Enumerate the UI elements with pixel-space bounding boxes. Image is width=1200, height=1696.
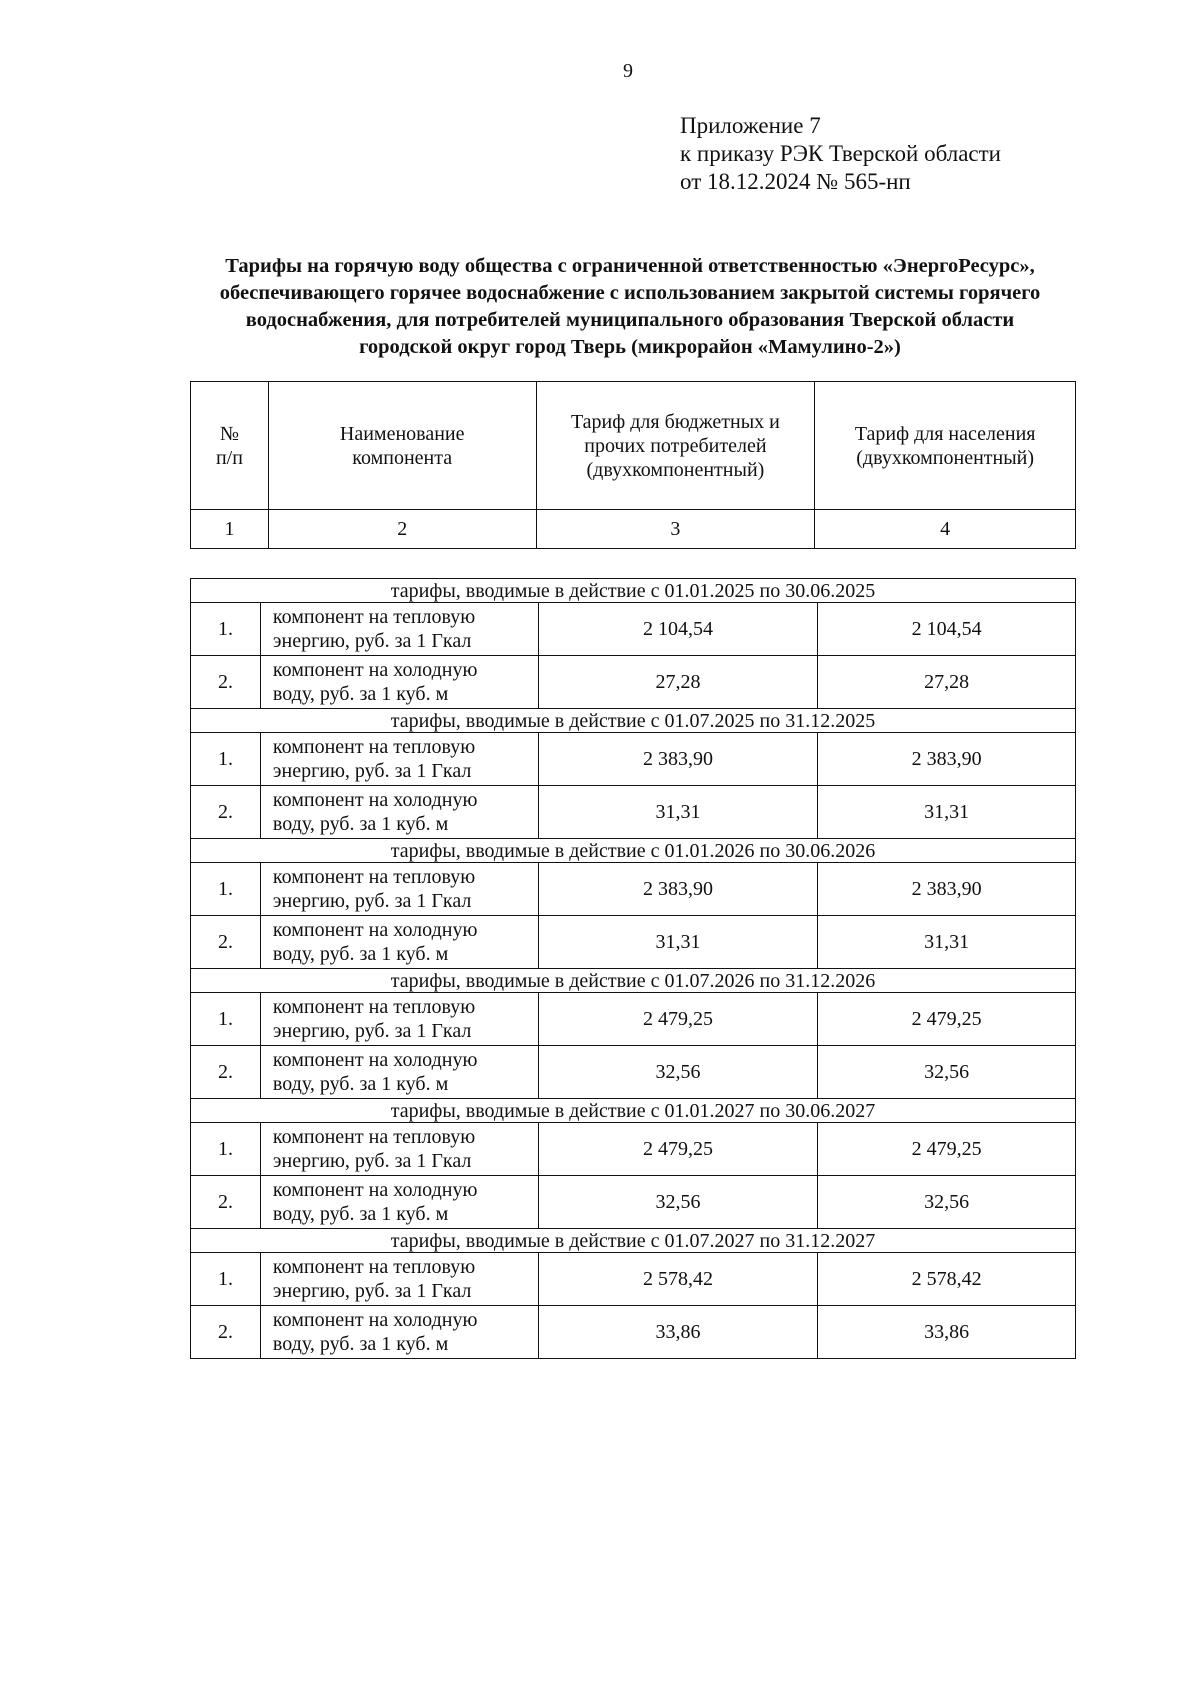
period-row xyxy=(191,1229,1076,1253)
period-row xyxy=(191,709,1076,733)
row-number: 1. xyxy=(191,603,261,656)
budget-tariff-value: 31,31 xyxy=(538,916,818,969)
annex-line: Приложение 7 xyxy=(680,113,821,138)
period-row xyxy=(191,579,1076,603)
component-name: компонент на холодную воду, руб. за 1 куб. м xyxy=(260,786,538,839)
budget-tariff-value: 2 479,25 xyxy=(538,1123,818,1176)
title-line: водоснабжения, для потребителей муниципального образования Тверской области xyxy=(245,309,1015,331)
table-row xyxy=(191,656,1076,709)
annex-line: от 18.12.2024 № 565-нп xyxy=(680,169,911,194)
column-number: 3 xyxy=(536,510,815,549)
component-name: компонент на холодную воду, руб. за 1 куб. м xyxy=(260,1046,538,1099)
column-number: 2 xyxy=(268,510,536,549)
component-name: компонент на тепловую энергию, руб. за 1 Гкал xyxy=(260,1123,538,1176)
population-tariff-value: 2 383,90 xyxy=(818,733,1076,786)
population-tariff-value: 2 479,25 xyxy=(818,993,1076,1046)
table-row xyxy=(191,1123,1076,1176)
component-name: компонент на тепловую энергию, руб. за 1 Гкал xyxy=(260,1253,538,1306)
tariff-header-table xyxy=(190,381,1076,549)
period-label: тарифы, вводимые в действие с 01.07.2025 по 31.12.2025 xyxy=(191,709,1076,733)
budget-tariff-value: 32,56 xyxy=(538,1176,818,1229)
row-number: 1. xyxy=(191,1253,261,1306)
period-label: тарифы, вводимые в действие с 01.07.2027 по 31.12.2027 xyxy=(191,1229,1076,1253)
period-label: тарифы, вводимые в действие с 01.01.2025 по 30.06.2025 xyxy=(191,579,1076,603)
component-name: компонент на холодную воду, руб. за 1 куб. м xyxy=(260,916,538,969)
row-number: 2. xyxy=(191,1306,261,1359)
budget-tariff-value: 2 383,90 xyxy=(538,733,818,786)
row-number: 2. xyxy=(191,1046,261,1099)
annex-line: к приказу РЭК Тверской области xyxy=(680,141,1001,166)
row-number: 1. xyxy=(191,733,261,786)
row-number: 2. xyxy=(191,786,261,839)
table-row xyxy=(191,863,1076,916)
title-line: городской округ город Тверь (микрорайон «Мамулино-2») xyxy=(359,336,901,358)
budget-tariff-value: 27,28 xyxy=(538,656,818,709)
header-cell-budget-tariff: Тариф для бюджетных и прочих потребителей (двухкомпонентный) xyxy=(536,382,815,510)
period-row xyxy=(191,969,1076,993)
population-tariff-value: 27,28 xyxy=(818,656,1076,709)
header-cell-number: № п/п xyxy=(191,382,269,510)
component-name: компонент на тепловую энергию, руб. за 1 Гкал xyxy=(260,603,538,656)
population-tariff-value: 31,31 xyxy=(818,916,1076,969)
period-label: тарифы, вводимые в действие с 01.01.2027 по 30.06.2027 xyxy=(191,1099,1076,1123)
component-name: компонент на тепловую энергию, руб. за 1 Гкал xyxy=(260,733,538,786)
row-number: 1. xyxy=(191,993,261,1046)
table-row xyxy=(191,916,1076,969)
population-tariff-value: 32,56 xyxy=(818,1046,1076,1099)
component-name: компонент на тепловую энергию, руб. за 1 Гкал xyxy=(260,993,538,1046)
row-number: 2. xyxy=(191,916,261,969)
table-row xyxy=(191,786,1076,839)
column-number: 4 xyxy=(815,510,1076,549)
component-name: компонент на холодную воду, руб. за 1 куб. м xyxy=(260,1306,538,1359)
table-row xyxy=(191,1253,1076,1306)
budget-tariff-value: 2 383,90 xyxy=(538,863,818,916)
budget-tariff-value: 31,31 xyxy=(538,786,818,839)
table-row xyxy=(191,1176,1076,1229)
table-row xyxy=(191,993,1076,1046)
tariff-data-table xyxy=(190,578,1076,1359)
population-tariff-value: 32,56 xyxy=(818,1176,1076,1229)
document-title xyxy=(160,253,1100,361)
table-row xyxy=(191,1046,1076,1099)
table-row xyxy=(191,603,1076,656)
budget-tariff-value: 2 104,54 xyxy=(538,603,818,656)
period-label: тарифы, вводимые в действие с 01.07.2026 по 31.12.2026 xyxy=(191,969,1076,993)
budget-tariff-value: 33,86 xyxy=(538,1306,818,1359)
row-number: 2. xyxy=(191,1176,261,1229)
title-line: обеспечивающего горячее водоснабжение с использованием закрытой системы горячего xyxy=(219,282,1041,304)
table-row xyxy=(191,1306,1076,1359)
population-tariff-value: 33,86 xyxy=(818,1306,1076,1359)
component-name: компонент на холодную воду, руб. за 1 куб. м xyxy=(260,1176,538,1229)
budget-tariff-value: 2 578,42 xyxy=(538,1253,818,1306)
row-number: 1. xyxy=(191,863,261,916)
period-row xyxy=(191,1099,1076,1123)
population-tariff-value: 2 578,42 xyxy=(818,1253,1076,1306)
budget-tariff-value: 2 479,25 xyxy=(538,993,818,1046)
component-name: компонент на тепловую энергию, руб. за 1 Гкал xyxy=(260,863,538,916)
title-line: Тарифы на горячую воду общества с ограниченной ответственностью «ЭнергоРесурс», xyxy=(225,255,1035,277)
column-number-row xyxy=(191,510,1076,549)
population-tariff-value: 31,31 xyxy=(818,786,1076,839)
table-row xyxy=(191,733,1076,786)
column-number: 1 xyxy=(191,510,269,549)
annex-block xyxy=(680,112,1001,196)
budget-tariff-value: 32,56 xyxy=(538,1046,818,1099)
population-tariff-value: 2 479,25 xyxy=(818,1123,1076,1176)
component-name: компонент на холодную воду, руб. за 1 куб. м xyxy=(260,656,538,709)
header-cell-population-tariff: Тариф для населения (двухкомпонентный) xyxy=(815,382,1076,510)
header-row xyxy=(191,382,1076,510)
period-row xyxy=(191,839,1076,863)
header-cell-component: Наименование компонента xyxy=(268,382,536,510)
population-tariff-value: 2 104,54 xyxy=(818,603,1076,656)
period-label: тарифы, вводимые в действие с 01.01.2026 по 30.06.2026 xyxy=(191,839,1076,863)
row-number: 2. xyxy=(191,656,261,709)
page-number: 9 xyxy=(623,60,633,82)
row-number: 1. xyxy=(191,1123,261,1176)
population-tariff-value: 2 383,90 xyxy=(818,863,1076,916)
